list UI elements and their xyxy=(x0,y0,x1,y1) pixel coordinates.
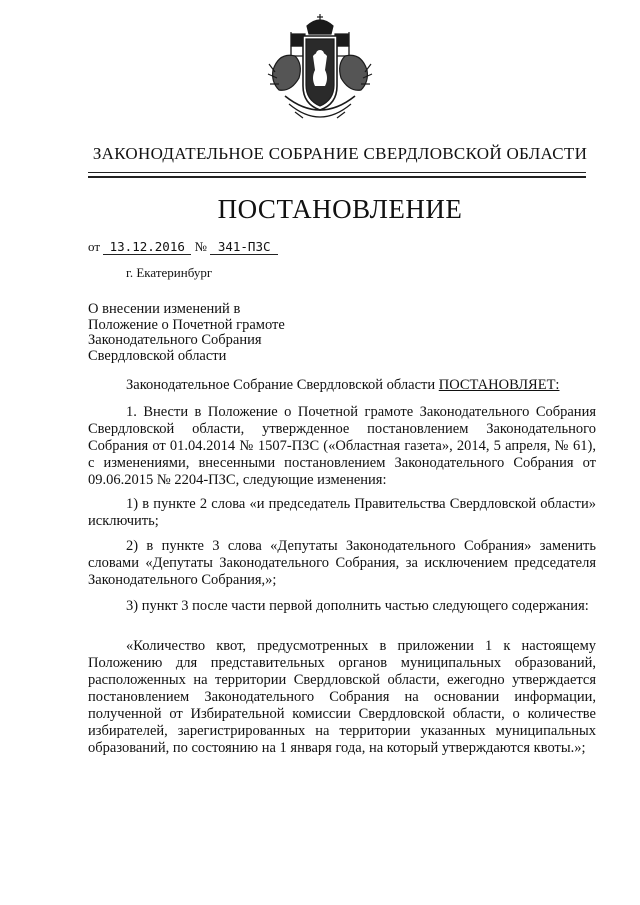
document-type: ПОСТАНОВЛЕНИЕ xyxy=(217,194,463,224)
coat-of-arms-icon xyxy=(265,12,375,130)
decree-word: ПОСТАНОВЛЯЕТ: xyxy=(438,377,560,393)
document-number: 341-ПЗС xyxy=(210,239,278,255)
header-rule-thick xyxy=(88,176,586,178)
subject-line: Положение о Почетной грамоте xyxy=(88,316,285,333)
subitem-3-paragraph xyxy=(88,598,596,615)
subject-line: О внесении изменений в xyxy=(88,301,241,317)
header-rule-thin xyxy=(88,172,586,173)
from-label: от xyxy=(88,239,101,254)
subject-block xyxy=(88,302,285,364)
date-number-line xyxy=(88,239,278,255)
quote-text: «Количество квот, предусмотренных в приложении 1 к настоящему Положению для представительных органов муниципальных образований, расположенных на территории Свердловской области, ежегодно утверждается постановлением Законодательного Собрания на основании информации, полученной от Избирательной комиссии Свердловской области, о количестве избирателей, зарегистрированных на территории указанных муниципальных образований, по состоянию на 1 января года, на который утверждаются квоты.»; xyxy=(88,638,596,756)
item-1-text: 1. Внести в Положение о Почетной грамоте Законодательного Собрания Свердловской области, утвержденное постановлением Законодательного Собрания от 01.04.2014 № 1507-ПЗС («Областная газета», 2014, 5 апреля, № 61), с изменениями, внесенными постановлением Законодательного Собрания от 09.06.2015 № 2204-ПЗС, следующие изменения: xyxy=(88,404,596,488)
subitem-1-text: 1) в пункте 2 слова «и председатель Правительства Свердловской области» исключить; xyxy=(88,496,596,529)
item-1-paragraph xyxy=(88,404,596,489)
subitem-1-paragraph xyxy=(88,496,596,530)
preamble-paragraph xyxy=(88,377,596,394)
quote-paragraph xyxy=(88,638,596,757)
preamble-text: Законодательное Собрание Свердловской области xyxy=(126,377,436,393)
subitem-2-paragraph xyxy=(88,538,596,589)
organization-title: ЗАКОНОДАТЕЛЬНОЕ СОБРАНИЕ СВЕРДЛОВСКОЙ ОБЛАСТИ xyxy=(92,144,588,163)
document-date: 13.12.2016 xyxy=(103,239,191,255)
subitem-2-text: 2) в пункте 3 слова «Депутаты Законодательного Собрания» заменить словами «Депутаты Законодательного Собрания, за исключением председателя Законодательного Собрания,»; xyxy=(88,538,596,588)
subject-line: Законодательного Собрания xyxy=(88,332,262,348)
subject-line: Свердловской области xyxy=(88,347,227,364)
city: г. Екатеринбург xyxy=(126,265,213,280)
number-sign: № xyxy=(194,239,207,254)
subitem-3-text: 3) пункт 3 после части первой дополнить частью следующего содержания: xyxy=(126,598,589,614)
